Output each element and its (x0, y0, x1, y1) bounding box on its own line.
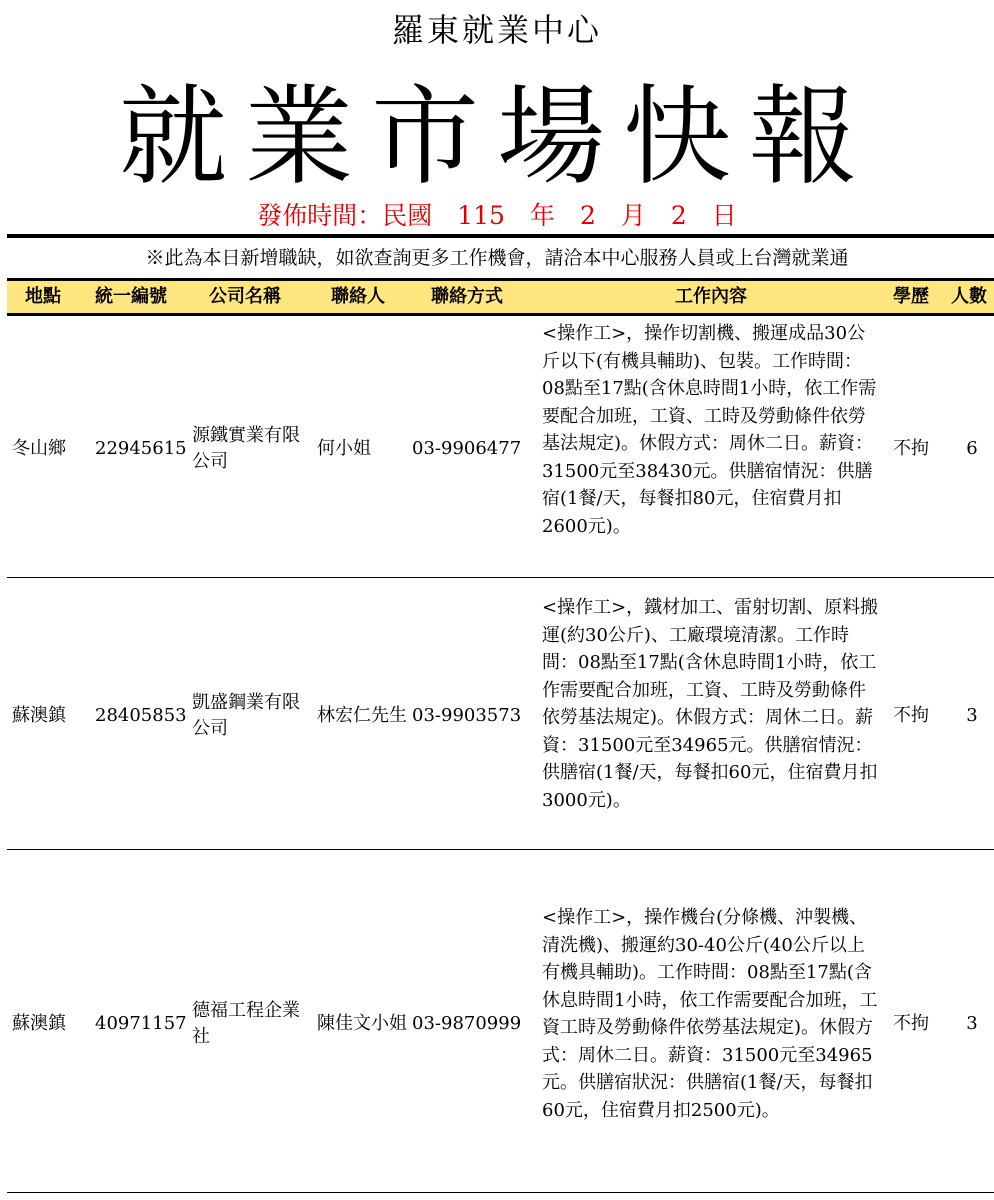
table-row (7, 850, 994, 1193)
cell-company: 凱盛鋼業有限公司 (192, 692, 300, 739)
cell-phone: 03-9906477 (412, 438, 522, 459)
cell-tax-id: 28405853 (95, 705, 187, 726)
org-name: 羅東就業中心 (391, 11, 602, 49)
cell-tax-id: 40971157 (95, 1013, 187, 1034)
cell-location: 蘇澳鎮 (12, 705, 66, 726)
column-header-tax-id: 統一編號 (95, 286, 167, 307)
column-header-company: 公司名稱 (209, 286, 281, 307)
page-title: 就業市場快報 (118, 75, 875, 200)
column-header-location: 地點 (25, 286, 61, 307)
cell-description: <操作工>，鐵材加工、雷射切割、原料搬運(約30公斤)、工廠環境清潔。工作時間：08點至17點(含休息時間1小時，依工作需要配合加班，工資、工時及勞動條件依勞基法規定)。休假方式：周休二日。薪資：31500元至34965元。供膳宿情況：供膳宿(1餐/天，每餐扣60元，住宿費月扣3000元)。 (542, 597, 879, 811)
column-header-description: 工作內容 (675, 286, 747, 307)
cell-company: 德福工程企業社 (192, 1000, 300, 1047)
table-row (7, 578, 994, 850)
cell-contact: 何小姐 (317, 438, 371, 459)
cell-phone: 03-9903573 (412, 705, 522, 726)
cell-contact: 林宏仁先生 (317, 705, 407, 726)
cell-location: 冬山鄉 (12, 438, 66, 459)
column-header-headcount: 人數 (951, 286, 987, 307)
cell-company: 源鐵實業有限公司 (192, 425, 300, 472)
column-header-contact: 聯絡人 (331, 286, 385, 307)
publish-date: 發佈時間：民國 115 年 2 月 2 日 (257, 201, 737, 230)
cell-headcount: 6 (966, 438, 978, 459)
cell-location: 蘇澳鎮 (12, 1013, 66, 1034)
table-row (7, 316, 994, 578)
table-header (7, 278, 994, 316)
title-divider (7, 234, 994, 238)
cell-education: 不拘 (893, 1013, 929, 1034)
cell-description: <操作工>，操作切割機、搬運成品30公斤以下(有機具輔助)、包裝。工作時間：08點至17點(含休息時間1小時，依工作需要配合加班，工資、工時及勞動條件依勞基法規定)。休假方式：周休二日。薪資：31500元至38430元。供膳宿情況：供膳宿(1餐/天，每餐扣80元，住宿費月扣2600元)。 (542, 323, 877, 537)
cell-education: 不拘 (893, 705, 929, 726)
cell-tax-id: 22945615 (95, 438, 187, 459)
cell-education: 不拘 (893, 438, 929, 459)
cell-description: <操作工>，操作機台(分條機、沖製機、清洗機)、搬運約30-40公斤(40公斤以上有機具輔助)。工作時間：08點至17點(含休息時間1小時，依工作需要配合加班，工資工時及勞動條件依勞基法規定)。休假方式：周休二日。薪資：31500元至34965元。供膳宿狀況：供膳宿(1餐/天，每餐扣60元，住宿費月扣2500元)。 (542, 907, 878, 1121)
cell-contact: 陳佳文小姐 (317, 1013, 407, 1034)
cell-headcount: 3 (966, 1013, 978, 1034)
cell-phone: 03-9870999 (412, 1013, 522, 1034)
notice-text: ※此為本日新增職缺，如欲查詢更多工作機會，請洽本中心服務人員或上台灣就業通 (145, 247, 849, 269)
column-header-phone: 聯絡方式 (431, 286, 503, 307)
cell-headcount: 3 (966, 705, 978, 726)
column-header-education: 學歷 (893, 286, 929, 307)
